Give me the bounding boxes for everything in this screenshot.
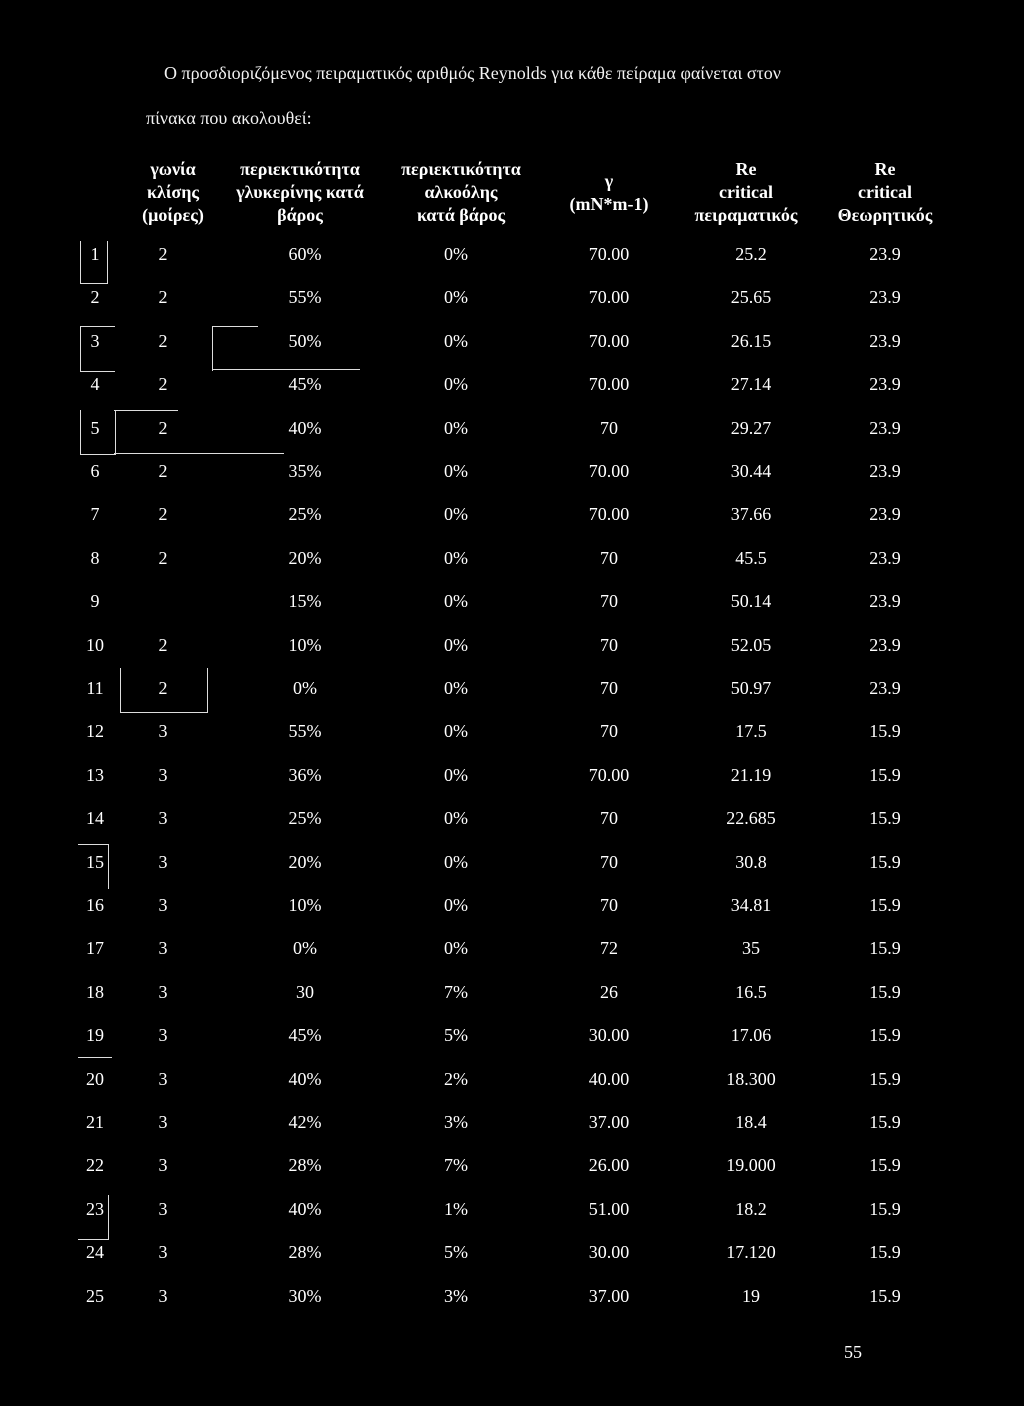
cell-re-theoretical: 23.9 (869, 461, 901, 481)
cell-angle: 2 (158, 504, 168, 524)
scan-mark (78, 1195, 109, 1240)
cell-re-theoretical: 15.9 (869, 1155, 901, 1175)
cell-re-theoretical: 15.9 (869, 1025, 901, 1045)
cell-glycerin: 42% (288, 1112, 322, 1132)
cell-experiment-number: 1 (90, 244, 100, 264)
cell-re-experimental: 18.300 (726, 1069, 776, 1089)
cell-glycerin: 35% (288, 461, 322, 481)
cell-alcohol: 0% (444, 721, 468, 741)
cell-gamma: 72 (600, 938, 618, 958)
cell-experiment-number: 23 (86, 1199, 104, 1219)
header-gamma-line: γ (604, 171, 614, 191)
cell-experiment-number: 2 (90, 287, 100, 307)
scan-mark (80, 410, 116, 455)
table-row (0, 765, 1024, 789)
cell-alcohol: 2% (444, 1069, 468, 1089)
cell-re-experimental: 25.2 (735, 244, 767, 264)
cell-gamma: 70.00 (588, 244, 630, 264)
cell-experiment-number: 9 (90, 591, 100, 611)
header-re-theoretical-line: Θεωρητικός (837, 205, 933, 225)
cell-angle: 3 (158, 938, 168, 958)
cell-re-experimental: 35 (742, 938, 760, 958)
cell-alcohol: 0% (444, 244, 468, 264)
cell-alcohol: 0% (444, 418, 468, 438)
cell-experiment-number: 15 (86, 852, 104, 872)
cell-experiment-number: 25 (86, 1286, 104, 1306)
cell-angle: 3 (158, 808, 168, 828)
cell-re-experimental: 25.65 (730, 287, 772, 307)
cell-gamma: 70.00 (588, 374, 630, 394)
cell-re-experimental: 17.06 (730, 1025, 772, 1045)
header-re-theoretical-line: critical (858, 182, 912, 202)
scan-mark (78, 1057, 112, 1058)
cell-angle: 2 (158, 461, 168, 481)
cell-experiment-number: 3 (90, 331, 100, 351)
cell-angle: 3 (158, 852, 168, 872)
cell-angle: 2 (158, 331, 168, 351)
cell-alcohol: 5% (444, 1025, 468, 1045)
cell-re-experimental: 26.15 (730, 331, 772, 351)
cell-re-experimental: 19 (742, 1286, 760, 1306)
cell-alcohol: 0% (444, 374, 468, 394)
cell-gamma: 30.00 (588, 1025, 630, 1045)
cell-glycerin: 45% (288, 374, 322, 394)
cell-glycerin: 10% (288, 895, 322, 915)
header-gamma (544, 170, 674, 216)
cell-experiment-number: 6 (90, 461, 100, 481)
cell-alcohol: 3% (444, 1286, 468, 1306)
table-row (0, 287, 1024, 311)
cell-experiment-number: 17 (86, 938, 104, 958)
cell-re-theoretical: 15.9 (869, 765, 901, 785)
table-row (0, 1025, 1024, 1049)
header-re-experimental-line: πειραματικός (694, 205, 798, 225)
header-re-theoretical-line: Re (874, 159, 896, 179)
cell-experiment-number: 21 (86, 1112, 104, 1132)
cell-glycerin: 20% (288, 548, 322, 568)
header-alcohol-line: περιεκτικότητα (401, 159, 521, 179)
table-row (0, 548, 1024, 572)
table-row (0, 808, 1024, 832)
cell-angle: 3 (158, 1155, 168, 1175)
cell-re-theoretical: 15.9 (869, 938, 901, 958)
cell-gamma: 70 (600, 678, 618, 698)
cell-gamma: 70 (600, 418, 618, 438)
cell-angle: 3 (158, 765, 168, 785)
cell-gamma: 70 (600, 852, 618, 872)
cell-experiment-number: 10 (86, 635, 104, 655)
cell-experiment-number: 14 (86, 808, 104, 828)
table-row (0, 635, 1024, 659)
table-row (0, 1069, 1024, 1093)
cell-experiment-number: 8 (90, 548, 100, 568)
cell-re-theoretical: 23.9 (869, 244, 901, 264)
cell-angle: 3 (158, 1242, 168, 1262)
cell-experiment-number: 24 (86, 1242, 104, 1262)
cell-re-experimental: 30.8 (735, 852, 767, 872)
cell-re-theoretical: 23.9 (869, 548, 901, 568)
cell-angle: 3 (158, 721, 168, 741)
table-row (0, 244, 1024, 268)
table-row (0, 1199, 1024, 1223)
header-angle-line: γωνία (150, 159, 196, 179)
intro-paragraph-line1: Ο προσδιοριζόμενος πειραματικός αριθμός Reynolds για κάθε πείραμα φαίνεται στον (164, 63, 781, 83)
cell-angle: 3 (158, 1286, 168, 1306)
cell-angle: 3 (158, 1112, 168, 1132)
cell-gamma: 70 (600, 895, 618, 915)
cell-gamma: 26 (600, 982, 618, 1002)
cell-experiment-number: 11 (86, 678, 104, 698)
cell-re-theoretical: 23.9 (869, 678, 901, 698)
cell-alcohol: 0% (444, 895, 468, 915)
cell-re-experimental: 18.2 (735, 1199, 767, 1219)
cell-re-theoretical: 15.9 (869, 1199, 901, 1219)
cell-gamma: 70.00 (588, 287, 630, 307)
scan-mark (212, 369, 360, 370)
cell-gamma: 26.00 (588, 1155, 630, 1175)
table-row (0, 1155, 1024, 1179)
cell-alcohol: 0% (444, 852, 468, 872)
cell-re-experimental: 16.5 (735, 982, 767, 1002)
header-alcohol-line: κατά βάρος (416, 205, 506, 225)
cell-re-theoretical: 15.9 (869, 1069, 901, 1089)
cell-re-theoretical: 23.9 (869, 331, 901, 351)
cell-gamma: 70 (600, 548, 618, 568)
cell-alcohol: 0% (444, 504, 468, 524)
cell-gamma: 70 (600, 591, 618, 611)
cell-glycerin: 25% (288, 808, 322, 828)
cell-angle: 3 (158, 1069, 168, 1089)
table-row (0, 852, 1024, 876)
cell-alcohol: 7% (444, 1155, 468, 1175)
cell-re-experimental: 21.19 (730, 765, 772, 785)
table-row (0, 591, 1024, 615)
table-row (0, 1242, 1024, 1266)
scan-mark (120, 668, 208, 713)
scan-mark (78, 844, 109, 889)
header-glycerin-line: περιεκτικότητα (240, 159, 360, 179)
cell-re-experimental: 19.000 (726, 1155, 776, 1175)
header-re-experimental-line: critical (719, 182, 773, 202)
cell-glycerin: 28% (288, 1155, 322, 1175)
cell-alcohol: 3% (444, 1112, 468, 1132)
cell-alcohol: 0% (444, 765, 468, 785)
cell-re-experimental: 27.14 (730, 374, 772, 394)
cell-re-theoretical: 15.9 (869, 852, 901, 872)
cell-glycerin: 30% (288, 1286, 322, 1306)
cell-alcohol: 1% (444, 1199, 468, 1219)
header-alcohol (381, 158, 541, 227)
cell-alcohol: 0% (444, 331, 468, 351)
cell-gamma: 40.00 (588, 1069, 630, 1089)
table-row (0, 504, 1024, 528)
header-angle-line: (μοίρες) (142, 205, 204, 225)
cell-glycerin: 28% (288, 1242, 322, 1262)
cell-re-theoretical: 15.9 (869, 721, 901, 741)
header-glycerin (215, 158, 385, 227)
page-number: 55 (844, 1342, 862, 1362)
cell-glycerin: 36% (288, 765, 322, 785)
cell-experiment-number: 5 (90, 418, 100, 438)
header-re-theoretical (810, 158, 960, 227)
cell-re-experimental: 37.66 (730, 504, 772, 524)
cell-re-experimental: 34.81 (730, 895, 772, 915)
cell-alcohol: 0% (444, 808, 468, 828)
cell-gamma: 70 (600, 635, 618, 655)
cell-glycerin: 40% (288, 1069, 322, 1089)
cell-experiment-number: 18 (86, 982, 104, 1002)
scan-mark (212, 326, 258, 371)
cell-angle: 2 (158, 374, 168, 394)
cell-angle: 2 (158, 678, 168, 698)
table-row (0, 461, 1024, 485)
table-row (0, 1286, 1024, 1310)
cell-re-theoretical: 15.9 (869, 808, 901, 828)
cell-glycerin: 40% (288, 418, 322, 438)
cell-re-experimental: 18.4 (735, 1112, 767, 1132)
cell-angle: 3 (158, 1025, 168, 1045)
cell-re-experimental: 45.5 (735, 548, 767, 568)
cell-glycerin: 55% (288, 287, 322, 307)
table-row (0, 1112, 1024, 1136)
header-glycerin-line: γλυκερίνης κατά (236, 182, 364, 202)
cell-alcohol: 0% (444, 635, 468, 655)
cell-re-experimental: 17.5 (735, 721, 767, 741)
cell-re-experimental: 52.05 (730, 635, 772, 655)
cell-glycerin: 15% (288, 591, 322, 611)
cell-re-theoretical: 15.9 (869, 1286, 901, 1306)
cell-experiment-number: 22 (86, 1155, 104, 1175)
scan-mark (80, 326, 115, 372)
cell-angle: 3 (158, 982, 168, 1002)
cell-re-experimental: 22.685 (726, 808, 776, 828)
cell-re-theoretical: 23.9 (869, 591, 901, 611)
cell-re-experimental: 17.120 (726, 1242, 776, 1262)
cell-glycerin: 45% (288, 1025, 322, 1045)
cell-gamma: 37.00 (588, 1112, 630, 1132)
cell-experiment-number: 4 (90, 374, 100, 394)
cell-glycerin: 30 (296, 982, 314, 1002)
cell-alcohol: 0% (444, 591, 468, 611)
header-re-experimental-line: Re (735, 159, 757, 179)
scan-mark (114, 453, 284, 454)
cell-gamma: 30.00 (588, 1242, 630, 1262)
cell-angle: 2 (158, 635, 168, 655)
cell-glycerin: 0% (293, 938, 317, 958)
cell-re-theoretical: 23.9 (869, 504, 901, 524)
cell-angle: 3 (158, 1199, 168, 1219)
cell-glycerin: 50% (288, 331, 322, 351)
cell-experiment-number: 12 (86, 721, 104, 741)
cell-angle: 2 (158, 418, 168, 438)
table-row (0, 374, 1024, 398)
cell-angle: 2 (158, 287, 168, 307)
cell-experiment-number: 7 (90, 504, 100, 524)
cell-alcohol: 0% (444, 678, 468, 698)
cell-angle: 2 (158, 548, 168, 568)
header-angle (128, 158, 218, 227)
cell-gamma: 70.00 (588, 461, 630, 481)
cell-re-experimental: 50.14 (730, 591, 772, 611)
cell-re-theoretical: 23.9 (869, 418, 901, 438)
cell-alcohol: 0% (444, 938, 468, 958)
cell-alcohol: 7% (444, 982, 468, 1002)
cell-re-experimental: 29.27 (730, 418, 772, 438)
cell-alcohol: 0% (444, 548, 468, 568)
cell-re-experimental: 50.97 (730, 678, 772, 698)
cell-gamma: 70.00 (588, 765, 630, 785)
cell-gamma: 51.00 (588, 1199, 630, 1219)
cell-glycerin: 25% (288, 504, 322, 524)
scan-mark (114, 410, 178, 455)
table-row (0, 938, 1024, 962)
scan-mark (80, 241, 108, 284)
cell-alcohol: 0% (444, 287, 468, 307)
table-row (0, 331, 1024, 355)
intro-paragraph-line2: πίνακα που ακολουθεί: (146, 108, 312, 128)
cell-gamma: 70.00 (588, 331, 630, 351)
cell-angle: 3 (158, 895, 168, 915)
header-glycerin-line: βάρος (277, 205, 323, 225)
cell-glycerin: 10% (288, 635, 322, 655)
table-row (0, 721, 1024, 745)
cell-glycerin: 60% (288, 244, 322, 264)
cell-re-theoretical: 23.9 (869, 287, 901, 307)
cell-re-theoretical: 15.9 (869, 1112, 901, 1132)
cell-re-theoretical: 15.9 (869, 982, 901, 1002)
cell-experiment-number: 19 (86, 1025, 104, 1045)
cell-experiment-number: 20 (86, 1069, 104, 1089)
cell-re-theoretical: 23.9 (869, 374, 901, 394)
header-alcohol-line: αλκοόλης (424, 182, 498, 202)
cell-gamma: 70 (600, 721, 618, 741)
cell-angle: 2 (158, 244, 168, 264)
cell-gamma: 70.00 (588, 504, 630, 524)
cell-experiment-number: 16 (86, 895, 104, 915)
header-re-experimental (671, 158, 821, 227)
cell-alcohol: 5% (444, 1242, 468, 1262)
cell-re-experimental: 30.44 (730, 461, 772, 481)
cell-gamma: 37.00 (588, 1286, 630, 1306)
header-angle-line: κλίσης (146, 182, 200, 202)
table-row (0, 895, 1024, 919)
cell-glycerin: 0% (293, 678, 317, 698)
cell-gamma: 70 (600, 808, 618, 828)
header-gamma-line: (mN*m-1) (569, 194, 649, 214)
cell-re-theoretical: 23.9 (869, 635, 901, 655)
cell-re-theoretical: 15.9 (869, 1242, 901, 1262)
table-row (0, 982, 1024, 1006)
cell-glycerin: 40% (288, 1199, 322, 1219)
cell-glycerin: 20% (288, 852, 322, 872)
cell-experiment-number: 13 (86, 765, 104, 785)
cell-alcohol: 0% (444, 461, 468, 481)
cell-re-theoretical: 15.9 (869, 895, 901, 915)
cell-glycerin: 55% (288, 721, 322, 741)
